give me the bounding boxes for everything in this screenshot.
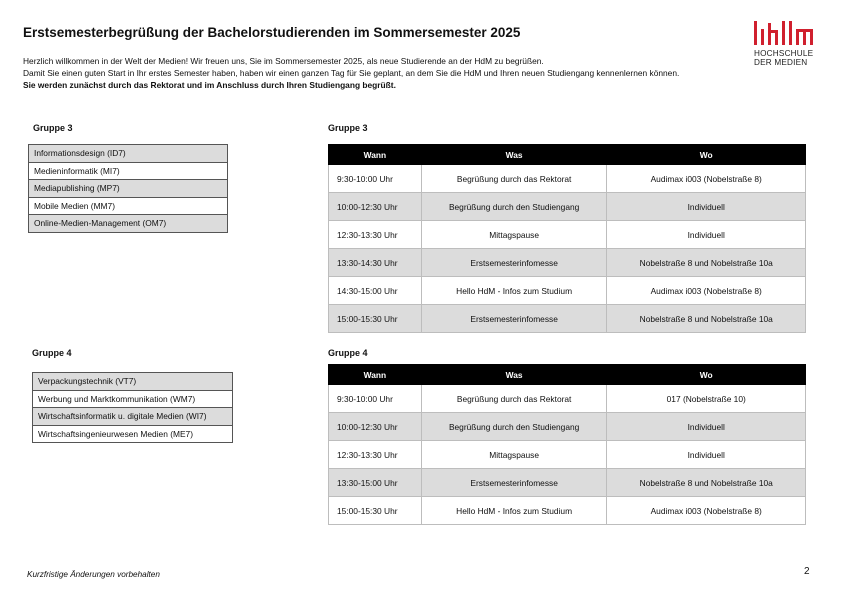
- schedule-row: [329, 413, 806, 441]
- intro-line: Damit Sie einen guten Start in Ihr erstes Semester haben, haben wir einen ganzen Tag für Sie geplant, an dem Sie die HdM und Ihren neuen Studiengang kennenlernen können.: [23, 68, 680, 78]
- column-header-was: Was: [421, 145, 607, 165]
- cell-wann: 9:30-10:00 Uhr: [329, 165, 422, 193]
- cell-was: Begrüßung durch das Rektorat: [421, 385, 607, 413]
- intro-line-emphasis: Sie werden zunächst durch das Rektorat und im Anschluss durch Ihren Studiengang begrüßt.: [23, 80, 396, 90]
- schedule-row: [329, 441, 806, 469]
- page-number: 2: [804, 566, 810, 577]
- footnote: Kurzfristige Änderungen vorbehalten: [27, 570, 160, 579]
- cell-wo: Individuell: [607, 441, 806, 469]
- schedule-header-row: [329, 365, 806, 385]
- intro-text: [23, 55, 679, 91]
- cell-was: Hello HdM - Infos zum Studium: [421, 497, 607, 525]
- course-row: [33, 390, 233, 408]
- course-name: Wirtschaftsingenieurwesen Medien (ME7): [33, 425, 233, 443]
- course-name: Medieninformatik (MI7): [29, 162, 228, 180]
- course-name: Mobile Medien (MM7): [29, 197, 228, 215]
- cell-wann: 12:30-13:30 Uhr: [329, 221, 422, 249]
- course-row: [33, 408, 233, 426]
- cell-wo: Audimax i003 (Nobelstraße 8): [607, 497, 806, 525]
- course-row: [29, 180, 228, 198]
- schedule-row: [329, 193, 806, 221]
- logo-line-2: DER MEDIEN: [754, 58, 808, 67]
- group4-schedule-table: [328, 364, 806, 525]
- schedule-row: [329, 305, 806, 333]
- course-row: [29, 162, 228, 180]
- cell-wo: Audimax i003 (Nobelstraße 8): [607, 165, 806, 193]
- course-name: Verpackungstechnik (VT7): [33, 373, 233, 391]
- group4-schedule-label: Gruppe 4: [328, 348, 368, 358]
- group3-course-list: [28, 144, 228, 233]
- cell-wo: 017 (Nobelstraße 10): [607, 385, 806, 413]
- logo-line-1: HOCHSCHULE: [754, 49, 814, 58]
- course-name: Online-Medien-Management (OM7): [29, 215, 228, 233]
- group4-list-label: Gruppe 4: [32, 348, 72, 358]
- logo-wordmark: [754, 49, 816, 67]
- cell-wann: 15:00-15:30 Uhr: [329, 305, 422, 333]
- cell-wann: 10:00-12:30 Uhr: [329, 413, 422, 441]
- cell-wann: 12:30-13:30 Uhr: [329, 441, 422, 469]
- cell-was: Begrüßung durch das Rektorat: [421, 165, 607, 193]
- cell-wo: Audimax i003 (Nobelstraße 8): [607, 277, 806, 305]
- column-header-wann: Wann: [329, 365, 422, 385]
- cell-was: Hello HdM - Infos zum Studium: [421, 277, 607, 305]
- cell-wo: Individuell: [607, 193, 806, 221]
- cell-wann: 13:30-14:30 Uhr: [329, 249, 422, 277]
- group3-schedule-table: [328, 144, 806, 333]
- hdm-logo: [754, 21, 816, 67]
- schedule-row: [329, 497, 806, 525]
- column-header-was: Was: [421, 365, 607, 385]
- cell-was: Begrüßung durch den Studiengang: [421, 193, 607, 221]
- schedule-row: [329, 221, 806, 249]
- course-row: [29, 197, 228, 215]
- intro-line: Herzlich willkommen in der Welt der Medien! Wir freuen uns, Sie im Sommersemester 2025, als neue Studierende an der HdM zu begrüßen.: [23, 56, 544, 66]
- column-header-wann: Wann: [329, 145, 422, 165]
- group3-list-label: Gruppe 3: [33, 123, 73, 133]
- cell-was: Erstsemesterinfomesse: [421, 469, 607, 497]
- cell-wo: Nobelstraße 8 und Nobelstraße 10a: [607, 249, 806, 277]
- course-name: Wirtschaftsinformatik u. digitale Medien (WI7): [33, 408, 233, 426]
- group4-course-list: [32, 372, 233, 443]
- schedule-header-row: [329, 145, 806, 165]
- cell-wo: Nobelstraße 8 und Nobelstraße 10a: [607, 305, 806, 333]
- page-title: Erstsemesterbegrüßung der Bachelorstudierenden im Sommersemester 2025: [23, 25, 521, 40]
- cell-was: Erstsemesterinfomesse: [421, 305, 607, 333]
- cell-wann: 14:30-15:00 Uhr: [329, 277, 422, 305]
- course-row: [29, 215, 228, 233]
- course-name: Informationsdesign (ID7): [29, 145, 228, 163]
- cell-was: Begrüßung durch den Studiengang: [421, 413, 607, 441]
- column-header-wo: Wo: [607, 365, 806, 385]
- cell-wann: 13:30-15:00 Uhr: [329, 469, 422, 497]
- course-name: Mediapublishing (MP7): [29, 180, 228, 198]
- cell-wo: Individuell: [607, 221, 806, 249]
- schedule-row: [329, 277, 806, 305]
- cell-was: Mittagspause: [421, 441, 607, 469]
- cell-wann: 10:00-12:30 Uhr: [329, 193, 422, 221]
- group3-schedule-label: Gruppe 3: [328, 123, 368, 133]
- schedule-row: [329, 469, 806, 497]
- cell-wo: Nobelstraße 8 und Nobelstraße 10a: [607, 469, 806, 497]
- schedule-row: [329, 165, 806, 193]
- schedule-row: [329, 385, 806, 413]
- course-row: [29, 145, 228, 163]
- schedule-row: [329, 249, 806, 277]
- course-row: [33, 373, 233, 391]
- course-row: [33, 425, 233, 443]
- column-header-wo: Wo: [607, 145, 806, 165]
- cell-wann: 15:00-15:30 Uhr: [329, 497, 422, 525]
- hdm-logo-mark-icon: [754, 21, 814, 45]
- cell-was: Mittagspause: [421, 221, 607, 249]
- cell-was: Erstsemesterinfomesse: [421, 249, 607, 277]
- cell-wo: Individuell: [607, 413, 806, 441]
- cell-wann: 9:30-10:00 Uhr: [329, 385, 422, 413]
- course-name: Werbung und Marktkommunikation (WM7): [33, 390, 233, 408]
